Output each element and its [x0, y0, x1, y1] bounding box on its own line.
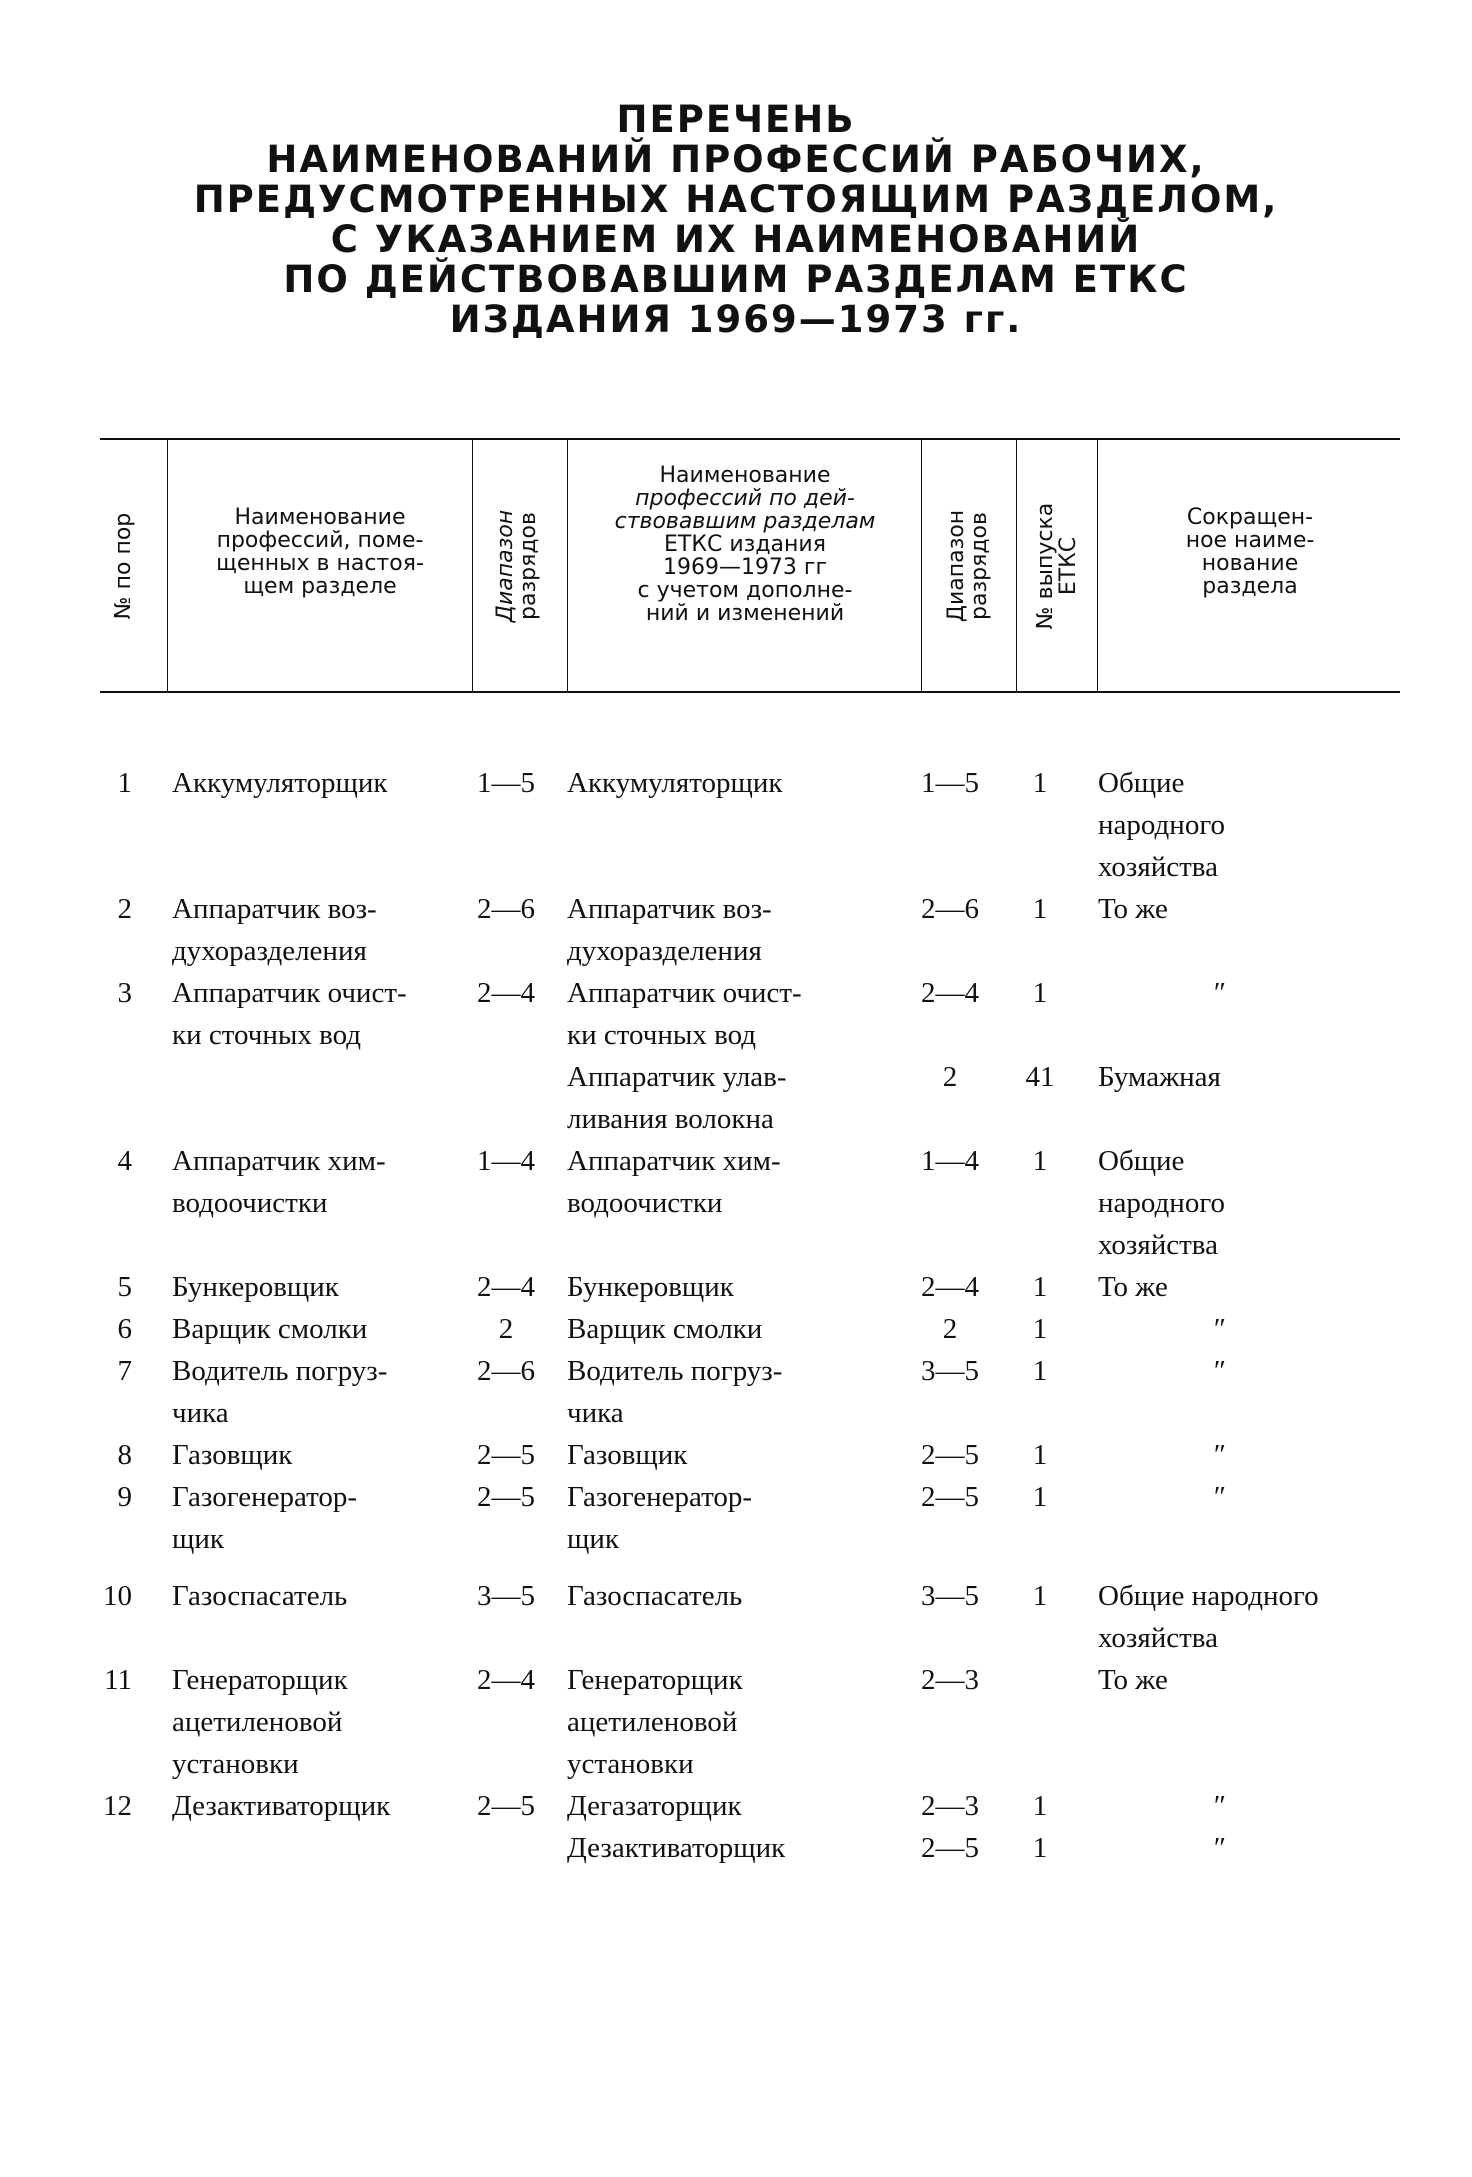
- column-divider: [167, 440, 168, 692]
- cell-range-new: 2—4: [477, 1664, 535, 1696]
- cell-name-old: водоочистки: [567, 1187, 723, 1219]
- cell-issue: 1: [1032, 893, 1048, 925]
- cell-section: ″: [1211, 1832, 1225, 1864]
- cell-name-new: Водитель погруз-: [172, 1355, 388, 1387]
- title-line: ПЕРЕЧЕНЬ: [616, 98, 856, 141]
- cell-name-old: ливания волокна: [567, 1103, 774, 1135]
- cell-range-new: 1—5: [477, 767, 535, 799]
- header-issue: [1034, 466, 1080, 666]
- cell-section: хозяйства: [1098, 1622, 1218, 1654]
- cell-num: 12: [103, 1790, 132, 1822]
- cell-issue: 1: [1032, 1439, 1048, 1471]
- column-divider: [472, 440, 473, 692]
- cell-range-new: 2: [498, 1313, 514, 1345]
- document-title: [0, 100, 1472, 340]
- cell-name-new: ацетиленовой: [172, 1706, 343, 1738]
- cell-name-new: Генераторщик: [172, 1664, 348, 1696]
- cell-range-old: 2—6: [921, 893, 979, 925]
- cell-name-old: Газовщик: [567, 1439, 688, 1471]
- table-top-rule: [100, 438, 1400, 440]
- cell-issue: 1: [1032, 1832, 1048, 1864]
- header-line: № выпуска: [1033, 502, 1058, 630]
- header-line: Сокращен-: [1186, 505, 1314, 530]
- column-divider: [1097, 440, 1098, 692]
- cell-name-new: Аппаратчик очист-: [172, 977, 407, 1009]
- header-row-number: [112, 471, 142, 661]
- header-line: щенных в настоя-: [216, 551, 424, 576]
- cell-name-old: чика: [567, 1397, 624, 1429]
- cell-name-old: щик: [567, 1523, 619, 1555]
- header-section: [1100, 506, 1400, 598]
- cell-issue: 41: [1025, 1061, 1055, 1093]
- cell-name-new: Газогенератор-: [172, 1481, 358, 1513]
- cell-issue: 1: [1032, 1790, 1048, 1822]
- cell-issue: 1: [1032, 1481, 1048, 1513]
- cell-range-new: 3—5: [477, 1580, 535, 1612]
- cell-name-new: Бункеровщик: [172, 1271, 339, 1303]
- header-line: Наименование: [234, 505, 406, 530]
- cell-range-old: 2—3: [921, 1664, 979, 1696]
- header-line: ний и изменений: [645, 601, 845, 626]
- cell-name-new: водоочистки: [172, 1187, 328, 1219]
- cell-section: То же: [1098, 893, 1168, 925]
- header-line: ное наиме-: [1185, 528, 1315, 553]
- cell-section: Бумажная: [1098, 1061, 1221, 1093]
- table-header-bottom-rule: [100, 691, 1400, 693]
- cell-section: народного: [1098, 809, 1226, 841]
- cell-range-old: 2—4: [921, 1271, 979, 1303]
- cell-section: ″: [1211, 1313, 1225, 1345]
- header-line: 1969—1973 гг: [662, 555, 828, 580]
- cell-num: 8: [117, 1439, 132, 1471]
- cell-range-old: 2—5: [921, 1481, 979, 1513]
- cell-name-new: Варщик смолки: [172, 1313, 368, 1345]
- cell-name-old: Газогенератор-: [567, 1481, 753, 1513]
- cell-name-new: установки: [172, 1748, 299, 1780]
- cell-name-old: Водитель погруз-: [567, 1355, 783, 1387]
- header-name-old: [570, 464, 920, 625]
- cell-section: народного: [1098, 1187, 1226, 1219]
- cell-name-new: щик: [172, 1523, 224, 1555]
- header-line: ЕТКС издания: [664, 532, 826, 557]
- header-name-new: [170, 506, 470, 598]
- title-line: ПО ДЕЙСТВОВАВШИМ РАЗДЕЛАМ ЕТКС: [283, 258, 1189, 301]
- header-line: Диапазон: [493, 509, 518, 623]
- cell-name-old: Варщик смолки: [567, 1313, 763, 1345]
- header-range-new: [494, 466, 540, 666]
- cell-name-new: Газоспасатель: [172, 1580, 348, 1612]
- header-line: щем разделе: [243, 574, 397, 599]
- cell-name-old: Аппаратчик очист-: [567, 977, 802, 1009]
- cell-section: хозяйства: [1098, 1229, 1218, 1261]
- column-divider: [567, 440, 568, 692]
- cell-section: То же: [1098, 1664, 1168, 1696]
- cell-name-new: чика: [172, 1397, 229, 1429]
- cell-name-old: ки сточных вод: [567, 1019, 757, 1051]
- cell-range-new: 2—6: [477, 1355, 535, 1387]
- header-line: с учетом дополне-: [637, 578, 853, 603]
- title-line: НАИМЕНОВАНИЙ ПРОФЕССИЙ РАБОЧИХ,: [266, 138, 1206, 181]
- header-line: ЕТКС: [1056, 536, 1081, 596]
- cell-name-old: Аккумуляторщик: [567, 767, 783, 799]
- cell-num: 9: [117, 1481, 132, 1513]
- cell-num: 1: [117, 767, 132, 799]
- cell-section: ″: [1211, 1790, 1225, 1822]
- title-line: ИЗДАНИЯ 1969—1973 гг.: [449, 298, 1023, 341]
- cell-num: 10: [103, 1580, 132, 1612]
- cell-range-new: 2—4: [477, 1271, 535, 1303]
- cell-name-new: Газовщик: [172, 1439, 293, 1471]
- cell-range-new: 2—5: [477, 1481, 535, 1513]
- cell-section: Общие народного: [1098, 1580, 1319, 1612]
- cell-name-old: Дезактиваторщик: [567, 1832, 786, 1864]
- cell-range-old: 2: [942, 1061, 958, 1093]
- header-line: Наименование: [659, 463, 831, 488]
- cell-num: 5: [117, 1271, 132, 1303]
- cell-section: Общие: [1098, 1145, 1185, 1177]
- title-line: ПРЕДУСМОТРЕННЫХ НАСТОЯЩИМ РАЗДЕЛОМ,: [193, 178, 1279, 221]
- header-line: профессий, поме-: [216, 528, 424, 553]
- cell-range-old: 2—5: [921, 1832, 979, 1864]
- cell-num: 6: [117, 1313, 132, 1345]
- cell-issue: 1: [1032, 1355, 1048, 1387]
- header-line: ствовавшим разделам: [614, 509, 876, 534]
- cell-issue: 1: [1032, 767, 1048, 799]
- cell-section: ″: [1211, 1439, 1225, 1471]
- cell-num: 4: [117, 1145, 132, 1177]
- column-divider: [1016, 440, 1017, 692]
- cell-name-old: ацетиленовой: [567, 1706, 738, 1738]
- cell-name-old: Аппаратчик воз-: [567, 893, 772, 925]
- cell-section: Общие: [1098, 767, 1185, 799]
- cell-name-new: Дезактиваторщик: [172, 1790, 391, 1822]
- header-line: разрядов: [516, 512, 541, 620]
- cell-name-old: Генераторщик: [567, 1664, 743, 1696]
- cell-range-old: 2—4: [921, 977, 979, 1009]
- cell-name-old: Аппаратчик улав-: [567, 1061, 787, 1093]
- cell-range-old: 2—3: [921, 1790, 979, 1822]
- cell-range-old: 3—5: [921, 1580, 979, 1612]
- header-row-number-text: № по пор: [111, 512, 136, 620]
- header-line: нование: [1201, 551, 1299, 576]
- cell-issue: 1: [1032, 1145, 1048, 1177]
- cell-name-new: Аппаратчик хим-: [172, 1145, 386, 1177]
- cell-range-old: 2: [942, 1313, 958, 1345]
- cell-range-old: 1—4: [921, 1145, 979, 1177]
- cell-name-new: ки сточных вод: [172, 1019, 362, 1051]
- cell-range-new: 2—6: [477, 893, 535, 925]
- cell-name-old: Бункеровщик: [567, 1271, 734, 1303]
- cell-name-new: Аккумуляторщик: [172, 767, 388, 799]
- header-line: профессий по дей-: [635, 486, 855, 511]
- cell-issue: 1: [1032, 1271, 1048, 1303]
- cell-range-old: 2—5: [921, 1439, 979, 1471]
- cell-num: 3: [117, 977, 132, 1009]
- cell-num: 2: [117, 893, 132, 925]
- cell-section: ″: [1211, 977, 1225, 1009]
- cell-num: 7: [117, 1355, 132, 1387]
- cell-issue: 1: [1032, 977, 1048, 1009]
- cell-name-new: духоразделения: [172, 935, 367, 967]
- cell-section: хозяйства: [1098, 851, 1218, 883]
- cell-issue: 1: [1032, 1580, 1048, 1612]
- cell-range-new: 1—4: [477, 1145, 535, 1177]
- cell-section: ″: [1211, 1481, 1225, 1513]
- title-line: С УКАЗАНИЕМ ИХ НАИМЕНОВАНИЙ: [330, 218, 1142, 261]
- cell-num: 11: [104, 1664, 132, 1696]
- cell-name-old: Аппаратчик хим-: [567, 1145, 781, 1177]
- cell-section: То же: [1098, 1271, 1168, 1303]
- cell-section: ″: [1211, 1355, 1225, 1387]
- header-line: Диапазон: [944, 509, 969, 623]
- column-divider: [921, 440, 922, 692]
- cell-range-new: 2—5: [477, 1790, 535, 1822]
- header-line: раздела: [1202, 574, 1298, 599]
- cell-name-old: Дегазаторщик: [567, 1790, 742, 1822]
- cell-name-old: Газоспасатель: [567, 1580, 743, 1612]
- cell-range-old: 3—5: [921, 1355, 979, 1387]
- header-line: разрядов: [967, 512, 992, 620]
- cell-name-old: духоразделения: [567, 935, 762, 967]
- cell-range-new: 2—5: [477, 1439, 535, 1471]
- cell-name-old: установки: [567, 1748, 694, 1780]
- cell-range-new: 2—4: [477, 977, 535, 1009]
- cell-issue: 1: [1032, 1313, 1048, 1345]
- header-range-old: [945, 466, 991, 666]
- cell-name-new: Аппаратчик воз-: [172, 893, 377, 925]
- cell-range-old: 1—5: [921, 767, 979, 799]
